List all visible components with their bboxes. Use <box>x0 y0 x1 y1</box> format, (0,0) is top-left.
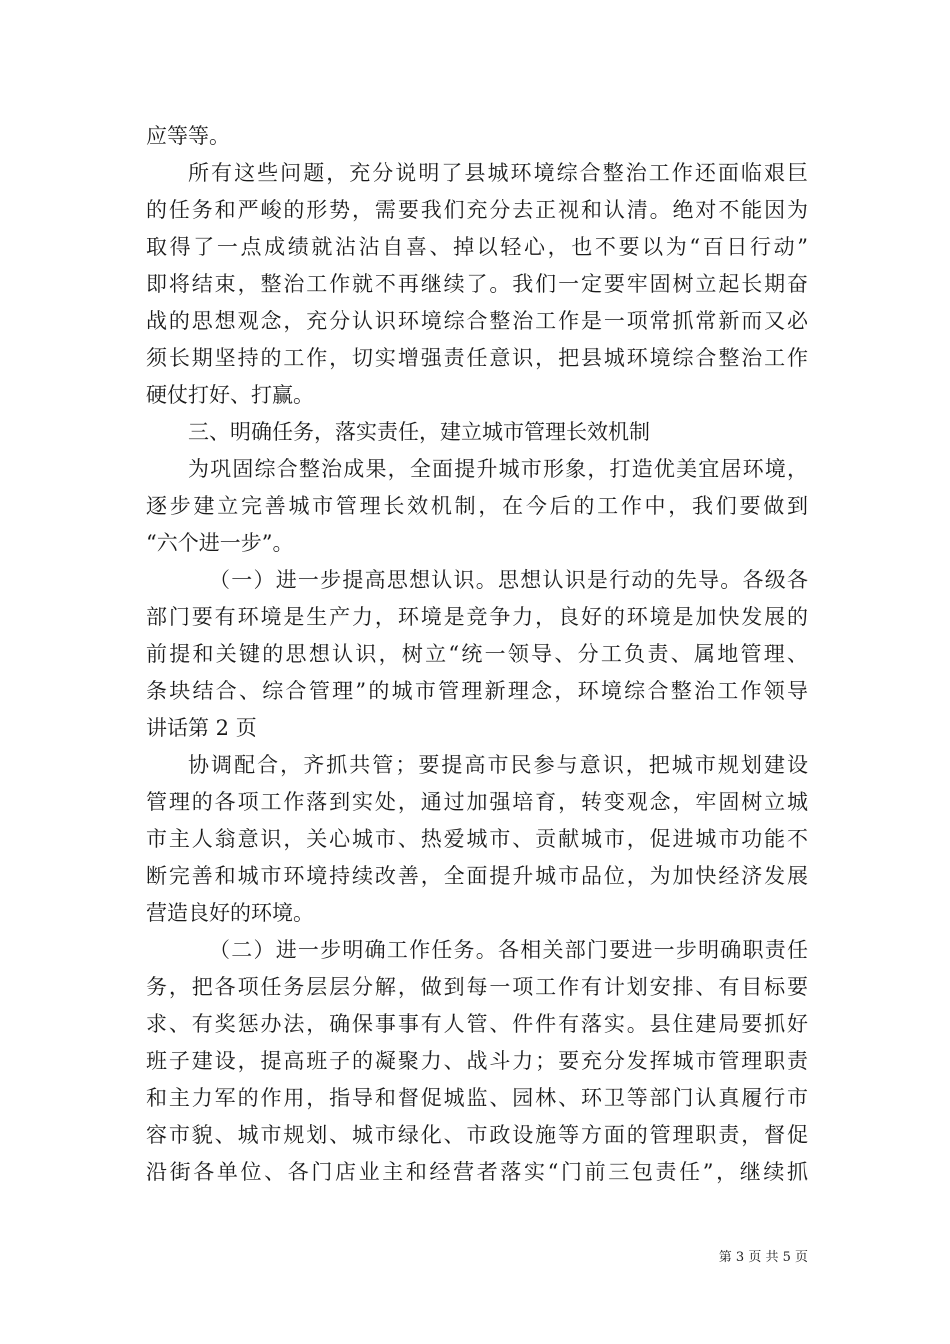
text-line-content: 应等等。 <box>146 124 230 148</box>
text-line-content: 条块结合、综合管理”的城市管理新理念，环境综合整治工作领导 <box>146 679 808 703</box>
text-line <box>146 414 808 451</box>
text-line <box>146 710 808 747</box>
text-line-content: 三、明确任务，落实责任，建立城市管理长效机制 <box>188 420 650 444</box>
text-line-content: 即将结束，整治工作就不再继续了。我们一定要牢固树立起长期奋 <box>146 272 808 296</box>
text-line-content: 班子建设，提高班子的凝聚力、战斗力；要充分发挥城市管理职责 <box>146 1049 808 1073</box>
text-line-content: 取得了一点成绩就沾沾自喜、掉以轻心，也不要以为“百日行动” <box>146 235 808 259</box>
document-body <box>146 118 808 1191</box>
text-line <box>146 303 808 340</box>
text-line-content: 部门要有环境是生产力，环境是竞争力，良好的环境是加快发展的 <box>146 605 808 629</box>
text-line-content: （一）进一步提高思想认识。思想认识是行动的先导。各级各 <box>209 568 808 592</box>
text-line-content: 战的思想观念，充分认识环境综合整治工作是一项常抓常新而又必 <box>146 309 808 333</box>
text-line-content: 须长期坚持的工作，切实增强责任意识，把县城环境综合整治工作 <box>146 346 808 370</box>
text-line <box>146 747 808 784</box>
text-line <box>146 969 808 1006</box>
text-line-content: 营造良好的环境。 <box>146 901 314 925</box>
text-line <box>146 636 808 673</box>
text-line <box>146 784 808 821</box>
text-line-content: 硬仗打好、打赢。 <box>146 383 314 407</box>
text-line-content: （二）进一步明确工作任务。各相关部门要进一步明确职责任 <box>209 938 808 962</box>
text-line <box>146 525 808 562</box>
text-line <box>146 673 808 710</box>
text-line <box>146 451 808 488</box>
text-line <box>146 1080 808 1117</box>
text-line <box>146 932 808 969</box>
text-line-content: 管理的各项工作落到实处，通过加强培育，转变观念，牢固树立城 <box>146 790 808 814</box>
text-line <box>146 155 808 192</box>
text-line-content: 所有这些问题，充分说明了县城环境综合整治工作还面临艰巨 <box>188 161 808 185</box>
page-footer: 第 3 页 共 5 页 <box>718 1250 808 1265</box>
text-line <box>146 562 808 599</box>
text-line <box>146 1117 808 1154</box>
text-line-content: 断完善和城市环境持续改善，全面提升城市品位，为加快经济发展 <box>146 864 808 888</box>
text-line <box>146 229 808 266</box>
text-line-content: 逐步建立完善城市管理长效机制，在今后的工作中，我们要做到 <box>146 494 808 518</box>
text-line-content: 沿街各单位、各门店业主和经营者落实“门前三包责任”，继续抓 <box>146 1160 808 1184</box>
text-line-content: 为巩固综合整治成果，全面提升城市形象，打造优美宜居环境， <box>188 457 808 481</box>
text-line <box>146 1154 808 1191</box>
text-line <box>146 488 808 525</box>
text-line <box>146 118 808 155</box>
text-line <box>146 821 808 858</box>
text-line <box>146 599 808 636</box>
text-line-content: 前提和关键的思想认识，树立“统一领导、分工负责、属地管理、 <box>146 642 808 666</box>
text-line-content: “六个进一步”。 <box>146 531 294 555</box>
text-line <box>146 858 808 895</box>
text-line-content: 协调配合，齐抓共管；要提高市民参与意识，把城市规划建设 <box>188 753 808 777</box>
text-line <box>146 266 808 303</box>
text-line-content: 务，把各项任务层层分解，做到每一项工作有计划安排、有目标要 <box>146 975 808 999</box>
text-line <box>146 1043 808 1080</box>
text-line <box>146 1006 808 1043</box>
text-line-content: 容市貌、城市规划、城市绿化、市政设施等方面的管理职责，督促 <box>146 1123 808 1147</box>
text-line <box>146 377 808 414</box>
text-line-content: 市主人翁意识，关心城市、热爱城市、贡献城市，促进城市功能不 <box>146 827 808 851</box>
text-line-content: 求、有奖惩办法，确保事事有人管、件件有落实。县住建局要抓好 <box>146 1012 808 1036</box>
text-line-content: 的任务和严峻的形势，需要我们充分去正视和认清。绝对不能因为 <box>146 198 808 222</box>
text-line-content: 讲话第 2 页 <box>146 716 257 740</box>
text-line-content: 和主力军的作用，指导和督促城监、园林、环卫等部门认真履行市 <box>146 1086 808 1110</box>
text-line <box>146 340 808 377</box>
text-line <box>146 192 808 229</box>
text-line <box>146 895 808 932</box>
